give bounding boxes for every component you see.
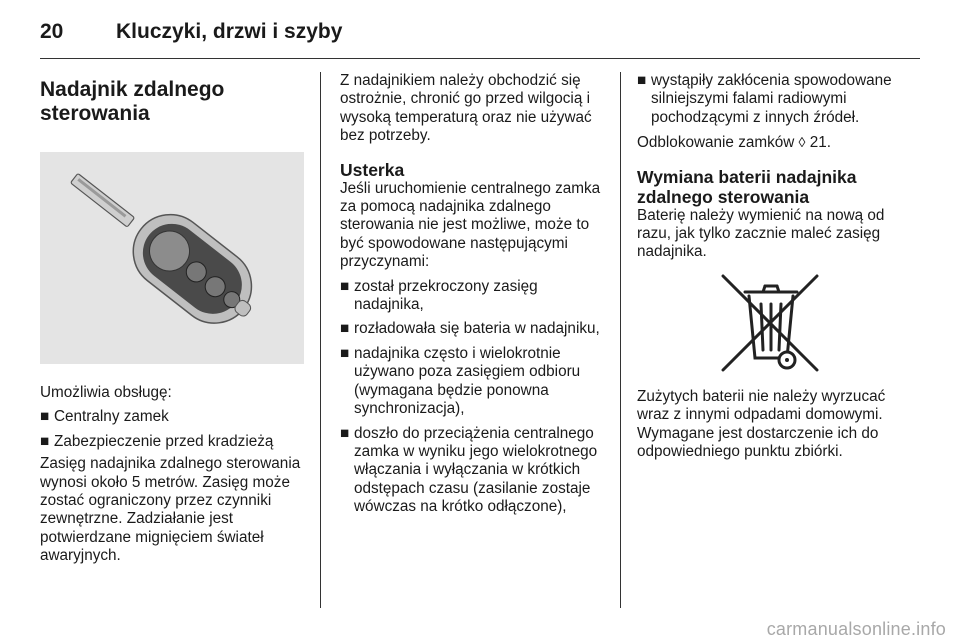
column-3	[637, 72, 907, 461]
column-divider-1	[320, 72, 321, 608]
header-rule	[40, 58, 920, 59]
disposal-paragraph: Zużytych baterii nie należy wyrzucać wraz z innymi odpadami domowymi. Wymagane jest dostarczenie ich do odpowiedniego punktu zbiórki.	[637, 387, 886, 461]
remote-key-fob-image	[40, 152, 304, 364]
column-1	[40, 72, 306, 566]
fault-list	[340, 278, 608, 517]
key-fob-figure	[40, 152, 304, 364]
list-item: ■ rozładowała się bateria w nadajniku,	[340, 320, 600, 338]
bullet-icon: ■	[340, 424, 350, 442]
list-item: ■ Zabezpieczenie przed kradzieżą	[40, 432, 274, 450]
column-2	[340, 72, 608, 517]
bullet-icon: ■	[340, 277, 350, 295]
range-paragraph: Zasięg nadajnika zdalnego sterowania wynosi około 5 metrów. Zasięg może zostać ograniczony przez czynniki zewnętrzne. Zadziałanie jest potwierdzane mignięciem świateł awaryjnych.	[40, 455, 301, 565]
list-item: ■ nadajnika często i wielokrotnie używano poza zasięgiem odbioru (wymagana będzie ponowna synchronizacja),	[340, 344, 581, 418]
section-heading-fault: Usterka	[340, 159, 405, 180]
list-item: ■ wystąpiły zakłócenia spowodowane silniejszymi falami radiowymi pochodzącymi z innych źródeł.	[637, 72, 892, 126]
care-paragraph: Z nadajnikiem należy obchodzić się ostrożnie, chronić go przed wilgocią i wysoką temperaturą oraz nie używać bez potrzeby.	[340, 72, 592, 145]
crossed-out-bin-icon	[715, 270, 825, 376]
intro-text: Umożliwia obsługę:	[40, 384, 172, 401]
bullet-icon: ■	[40, 432, 50, 450]
page-number: 20	[40, 20, 64, 43]
section-heading-battery: Wymiana baterii nadajnika zdalnego sterowania	[637, 166, 857, 207]
page-header	[40, 14, 920, 48]
unlock-reference[interactable]: Odblokowanie zamków ◊ 21.	[637, 134, 831, 152]
battery-paragraph: Baterię należy wymienić na nową od razu, jak tylko zacznie maleć zasięg nadajnika.	[637, 206, 885, 261]
fault-list-continued	[637, 72, 907, 127]
page-reference-icon: ◊	[798, 134, 806, 151]
bullet-icon: ■	[40, 408, 50, 426]
chapter-title: Kluczyki, drzwi i szyby	[116, 20, 343, 43]
list-item: ■ doszło do przeciążenia centralnego zamka w wyniku jego wielokrotnego włączania i wyłączania w krótkich odstępach czasu (zasilanie zostaje wówczas na krótko odłączone),	[340, 424, 598, 516]
fault-paragraph: Jeśli uruchomienie centralnego zamka za pomocą nadajnika zdalnego sterowania nie jest możliwe, może to być spowodowane następującymi przyczynami:	[340, 179, 601, 271]
feature-list	[40, 408, 306, 451]
watermark: carmanualsonline.info	[766, 619, 946, 639]
bullet-icon: ■	[340, 320, 350, 338]
bullet-icon: ■	[637, 72, 647, 89]
section-heading-remote: Nadajnik zdalnego sterowania	[40, 78, 225, 125]
list-item: ■ został przekroczony zasięg nadajnika,	[340, 277, 538, 314]
bullet-icon: ■	[340, 344, 350, 362]
column-divider-2	[620, 72, 621, 608]
list-item: ■ Centralny zamek	[40, 408, 169, 426]
